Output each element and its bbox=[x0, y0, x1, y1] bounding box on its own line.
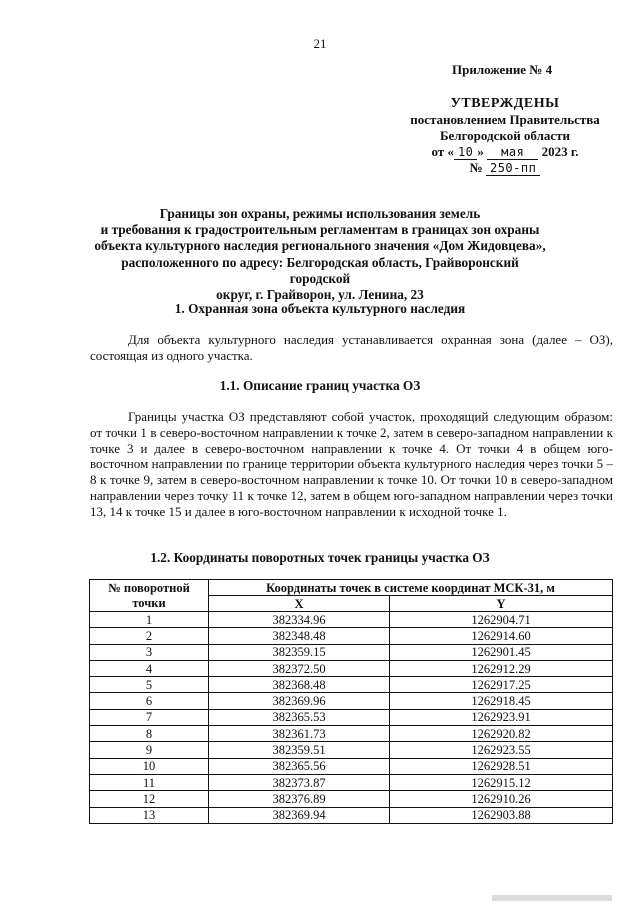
date-year: 2023 г. bbox=[541, 144, 579, 159]
y-coordinate-cell: 1262923.91 bbox=[390, 709, 613, 725]
table-row bbox=[90, 726, 613, 742]
x-coordinate-cell: 382368.48 bbox=[209, 677, 390, 693]
title-line: объекта культурного наследия регионального значения «Дом Жидовцева», bbox=[94, 238, 546, 254]
point-number-cell: 4 bbox=[90, 660, 209, 676]
table-row bbox=[90, 660, 613, 676]
section-1-1-heading: 1.1. Описание границ участка ОЗ bbox=[219, 378, 421, 393]
approval-heading: УТВЕРЖДЕНЫ bbox=[450, 96, 560, 111]
x-coordinate-cell: 382361.73 bbox=[209, 726, 390, 742]
x-coordinate-cell: 382369.96 bbox=[209, 693, 390, 709]
col-header-x: X bbox=[209, 596, 390, 612]
table-row bbox=[90, 807, 613, 823]
col-header-coords: Координаты точек в системе координат МСК-31, м bbox=[209, 580, 613, 596]
appendix-label: Приложение № 4 bbox=[452, 62, 553, 77]
x-coordinate-cell: 382373.87 bbox=[209, 774, 390, 790]
section-1-1-paragraph: Границы участка ОЗ представляют собой участок, проходящий следующим образом: от точки 1 в северо-восточном направлении к точке 2, затем в северо-западном направлении к точке 3 и далее в северо-восточном направлении к точке 4. От точки 4 в общем юго-восточном направлении по границе территории объекта культурного наследия через точки 5 – 8 к точке 9, затем в северо-восточном направлении к точке 10. От точки 10 в северо-западном направлении через точку 11 к точке 12, затем в общем юго-западном направлении через точки 13, 14 к точке 15 и далее в юго-восточном направлении к исходной точке 1. bbox=[90, 409, 613, 519]
y-coordinate-cell: 1262923.55 bbox=[390, 742, 613, 758]
y-coordinate-cell: 1262918.45 bbox=[390, 693, 613, 709]
x-coordinate-cell: 382359.15 bbox=[209, 644, 390, 660]
point-number-cell: 2 bbox=[90, 628, 209, 644]
point-number-cell: 3 bbox=[90, 644, 209, 660]
y-coordinate-cell: 1262910.26 bbox=[390, 791, 613, 807]
y-coordinate-cell: 1262914.60 bbox=[390, 628, 613, 644]
number-prefix: № bbox=[469, 160, 483, 175]
col-header-point: № поворотной точки bbox=[90, 580, 209, 612]
y-coordinate-cell: 1262928.51 bbox=[390, 758, 613, 774]
point-number-cell: 13 bbox=[90, 807, 209, 823]
point-number-cell: 6 bbox=[90, 693, 209, 709]
point-number-cell: 8 bbox=[90, 726, 209, 742]
number-value: 250-пп bbox=[486, 162, 540, 176]
section-1-2-heading: 1.2. Координаты поворотных точек границы участка ОЗ bbox=[150, 550, 490, 565]
point-number-cell: 12 bbox=[90, 791, 209, 807]
x-coordinate-cell: 382372.50 bbox=[209, 660, 390, 676]
table-row bbox=[90, 742, 613, 758]
section-1-heading: 1. Охранная зона объекта культурного наследия bbox=[174, 301, 466, 316]
point-number-cell: 1 bbox=[90, 612, 209, 628]
y-coordinate-cell: 1262915.12 bbox=[390, 774, 613, 790]
x-coordinate-cell: 382376.89 bbox=[209, 791, 390, 807]
coordinates-table-body bbox=[90, 612, 613, 824]
table-row bbox=[90, 628, 613, 644]
section-1-1-text bbox=[90, 409, 613, 520]
x-coordinate-cell: 382334.96 bbox=[209, 612, 390, 628]
x-coordinate-cell: 382365.53 bbox=[209, 709, 390, 725]
x-coordinate-cell: 382369.94 bbox=[209, 807, 390, 823]
point-number-cell: 5 bbox=[90, 677, 209, 693]
x-coordinate-cell: 382348.48 bbox=[209, 628, 390, 644]
title-line: расположенного по адресу: Белгородская область, Грайворонский городской bbox=[121, 254, 519, 286]
y-coordinate-cell: 1262904.71 bbox=[390, 612, 613, 628]
section-1-text bbox=[90, 332, 613, 364]
title-line: округ, г. Грайворон, ул. Ленина, 23 bbox=[216, 287, 424, 303]
title-line: и требования к градостроительным регламентам в границах зон охраны bbox=[100, 222, 540, 238]
document-title bbox=[90, 206, 550, 303]
table-row bbox=[90, 791, 613, 807]
col-header-y: Y bbox=[390, 596, 613, 612]
date-prefix: от « bbox=[431, 144, 454, 159]
approval-block bbox=[385, 96, 625, 176]
table-row bbox=[90, 774, 613, 790]
y-coordinate-cell: 1262901.45 bbox=[390, 644, 613, 660]
table-row bbox=[90, 677, 613, 693]
approval-line-2: Белгородской области bbox=[439, 128, 571, 143]
x-coordinate-cell: 382359.51 bbox=[209, 742, 390, 758]
table-row bbox=[90, 644, 613, 660]
section-1-paragraph: Для объекта культурного наследия устанавливается охранная зона (далее – ОЗ), состоящая из одного участка. bbox=[90, 332, 613, 363]
approval-number bbox=[385, 160, 625, 176]
date-month: мая bbox=[487, 146, 538, 160]
date-mid: » bbox=[477, 144, 484, 159]
table-row bbox=[90, 709, 613, 725]
y-coordinate-cell: 1262903.88 bbox=[390, 807, 613, 823]
x-coordinate-cell: 382365.56 bbox=[209, 758, 390, 774]
table-row bbox=[90, 612, 613, 628]
approval-line-1: постановлением Правительства bbox=[410, 112, 600, 127]
title-line: Границы зон охраны, режимы использования земель bbox=[159, 206, 481, 221]
coordinates-table bbox=[89, 579, 613, 824]
y-coordinate-cell: 1262912.29 bbox=[390, 660, 613, 676]
table-row bbox=[90, 758, 613, 774]
table-row bbox=[90, 693, 613, 709]
y-coordinate-cell: 1262920.82 bbox=[390, 726, 613, 742]
date-day: 10 bbox=[454, 146, 477, 160]
y-coordinate-cell: 1262917.25 bbox=[390, 677, 613, 693]
point-number-cell: 7 bbox=[90, 709, 209, 725]
footer-stamp-mark bbox=[492, 893, 612, 903]
point-number-cell: 9 bbox=[90, 742, 209, 758]
point-number-cell: 11 bbox=[90, 774, 209, 790]
page-number: 21 bbox=[313, 36, 327, 51]
approval-date bbox=[385, 144, 625, 160]
point-number-cell: 10 bbox=[90, 758, 209, 774]
